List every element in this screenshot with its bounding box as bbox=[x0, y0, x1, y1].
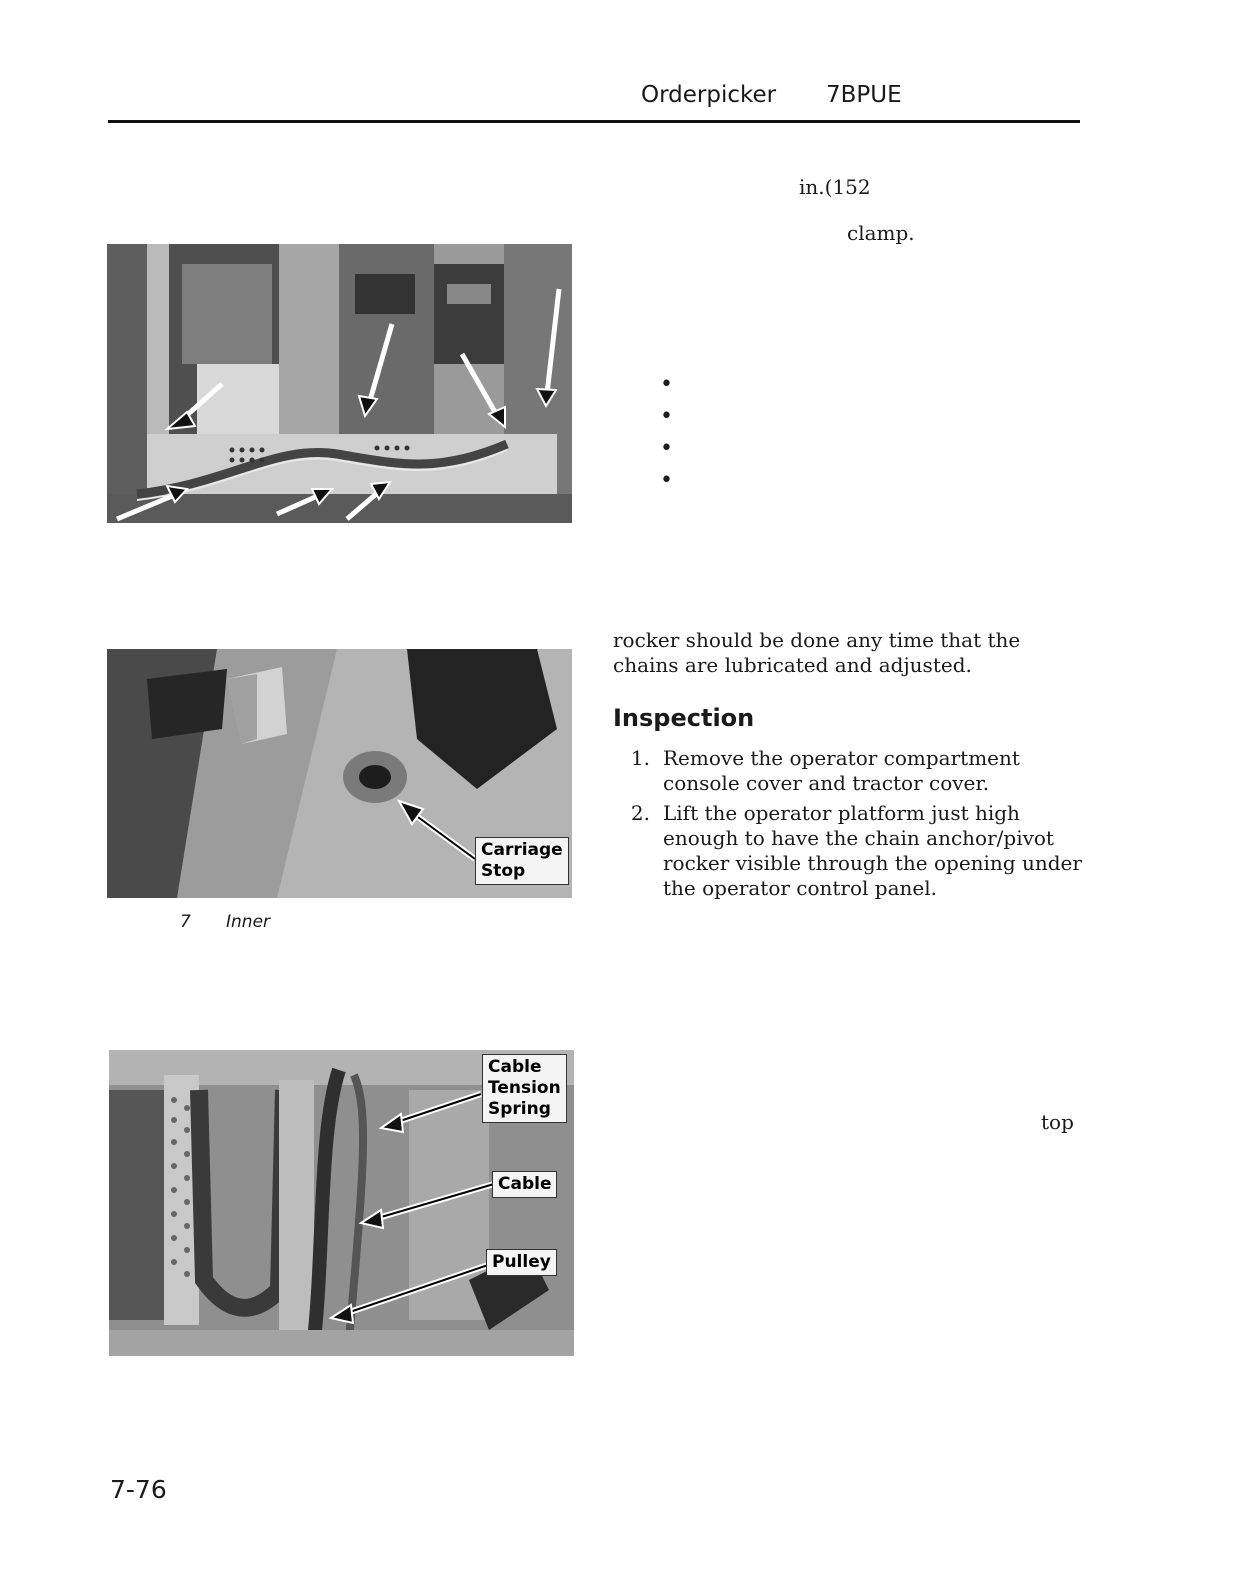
step-number: 2. bbox=[630, 801, 650, 825]
carriage-stop-photo bbox=[107, 649, 572, 898]
bullet-marker: • bbox=[660, 404, 673, 429]
cable-tension-spring-label: Cable Tension Spring bbox=[482, 1054, 567, 1123]
figure-caption-number: 7 bbox=[180, 912, 191, 932]
cable-pulley-photo bbox=[109, 1050, 574, 1356]
bullet-marker: • bbox=[660, 436, 673, 461]
text-fragment: clamp. bbox=[847, 221, 915, 245]
text-fragment: top bbox=[1041, 1110, 1074, 1134]
page-number: 7-76 bbox=[110, 1475, 167, 1504]
bullet-marker: • bbox=[660, 372, 673, 397]
step-number: 1. bbox=[630, 746, 650, 770]
step-text: Remove the operator compartment console cover and tractor cover. bbox=[663, 746, 1020, 795]
body-paragraph: rocker should be done any time that the chains are lubricated and adjusted. bbox=[613, 628, 1021, 677]
inspection-step bbox=[613, 746, 1083, 796]
carriage-stop-label: Carriage Stop bbox=[475, 837, 569, 885]
bullet-marker: • bbox=[660, 468, 673, 493]
figure-caption-text: Inner bbox=[226, 912, 271, 932]
running-header-model: 7BPUE bbox=[826, 82, 902, 108]
cable-label: Cable bbox=[492, 1171, 557, 1198]
text-fragment: in.(152 bbox=[799, 175, 871, 199]
pulley-label: Pulley bbox=[486, 1249, 557, 1276]
running-header-title: Orderpicker bbox=[641, 82, 777, 108]
inspection-step bbox=[613, 801, 1083, 901]
header-rule bbox=[108, 120, 1080, 123]
section-heading: Inspection bbox=[613, 704, 755, 732]
step-text: Lift the operator platform just high enough to have the chain anchor/pivot rocker visible through the opening under the operator control panel. bbox=[663, 801, 1082, 900]
mast-overview-photo bbox=[107, 244, 572, 523]
